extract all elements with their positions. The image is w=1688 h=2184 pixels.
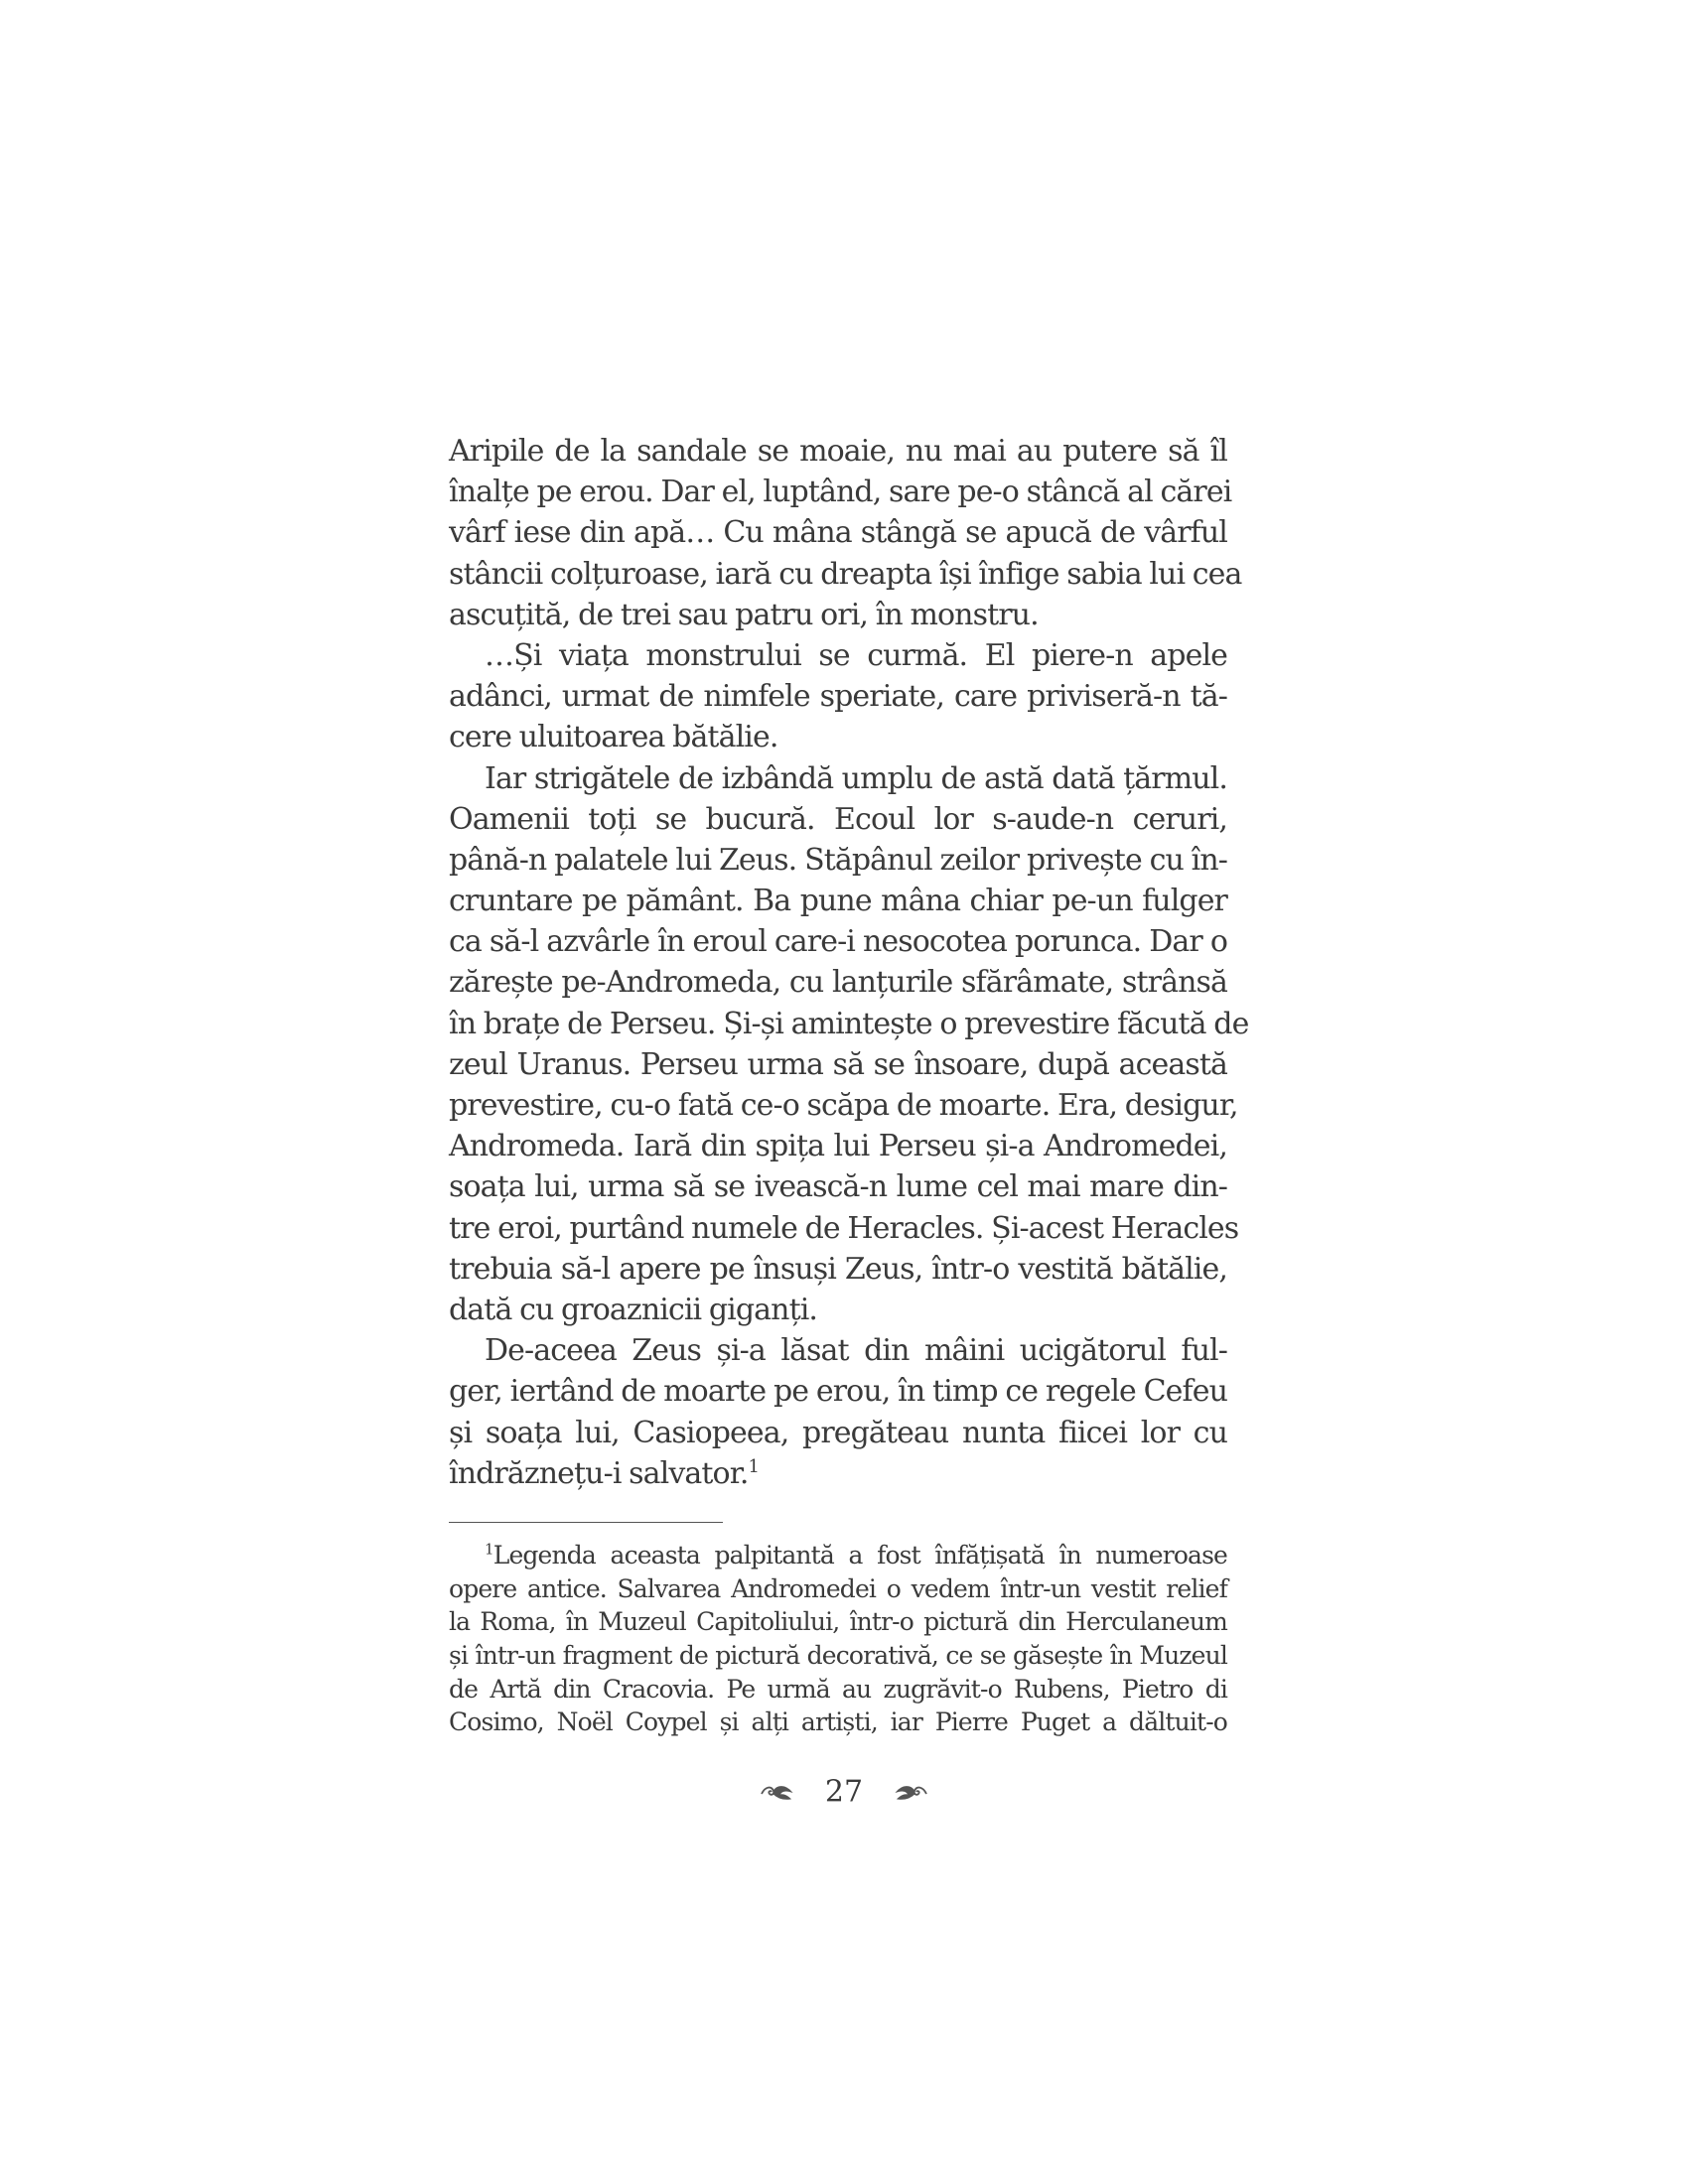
text-line: Oamenii toți se bucură. Ecoul lor s-aude-n ceruri,	[449, 801, 1227, 837]
paragraph	[449, 1330, 1227, 1494]
text-line: Andromeda. Iară din spița lui Perseu și-a Andromedei,	[449, 1129, 1227, 1164]
text-line: înalțe pe erou. Dar el, luptând, sare pe-o stâncă al cărei	[449, 475, 1232, 510]
paragraph	[449, 431, 1242, 635]
fleuron-right-icon	[895, 1782, 928, 1802]
text-line: trebuia să-l apere pe însuși Zeus, într-o vestită bătălie,	[449, 1251, 1227, 1287]
text-line: zeul Uranus. Perseu urma să se însoare, după această	[449, 1046, 1227, 1082]
paragraph	[449, 635, 1227, 758]
text-line: cruntare pe pământ. Ba pune mâna chiar pe-un fulger	[449, 884, 1227, 919]
text-line: Aripile de la sandale se moaie, nu mai au putere să îl	[449, 434, 1227, 469]
text-line: ca să-l azvârle în eroul care-i nesocotea porunca. Dar o	[449, 924, 1227, 960]
footnote-line-content: Legenda aceasta palpitantă a fost înfățișată în numeroase	[492, 1540, 1227, 1570]
text-line: De-aceea Zeus și-a lăsat din mâini ucigătorul ful-	[485, 1333, 1227, 1369]
footnote-reference[interactable]: 1	[748, 1455, 760, 1477]
text-line: soața lui, urma să se ivească-n lume cel mai mare din-	[449, 1169, 1227, 1205]
footnote-line: de Artă din Cracovia. Pe urmă au zugrăvit-o Rubens, Pietro di	[449, 1674, 1227, 1704]
paragraph	[449, 758, 1249, 1331]
footnote-line: și într-un fragment de pictură decorativă, ce se găsește în Muzeul	[449, 1640, 1227, 1670]
text-line: Iar strigătele de izbândă umplu de astă dată țărmul.	[485, 760, 1227, 796]
text-line: și soața lui, Casiopeea, pregăteau nunta fiicei lor cu	[449, 1415, 1227, 1450]
text-line: până-n palatele lui Zeus. Stăpânul zeilor privește cu în-	[449, 842, 1227, 878]
text-line: ger, iertând de moarte pe erou, în timp ce regele Cefeu	[449, 1374, 1227, 1410]
footnote-line: la Roma, în Muzeul Capitoliului, într-o pictură din Herculaneum	[449, 1607, 1227, 1637]
footnote	[449, 1539, 1227, 1739]
text-line: cere uluitoarea bătălie.	[449, 720, 778, 755]
text-line: prevestire, cu-o fată ce-o scăpa de moarte. Era, desigur,	[449, 1088, 1238, 1123]
text-line-content: îndrăznețu-i salvator.	[449, 1455, 749, 1491]
footnote-mark: 1	[485, 1540, 493, 1559]
text-line: adânci, urmat de nimfele speriate, care priviseră-n tă-	[449, 679, 1227, 715]
text-line: …Și viața monstrului se curmă. El piere-n apele	[485, 637, 1227, 673]
footnote-line	[449, 1539, 1227, 1572]
page-footer	[0, 1773, 1688, 1810]
fleuron-left-icon	[760, 1782, 793, 1802]
text-line: zărește pe-Andromeda, cu lanțurile sfărâmate, strânsă	[449, 965, 1227, 1001]
text-line: dată cu groaznicii giganți.	[449, 1292, 818, 1327]
main-text	[449, 431, 1249, 1739]
text-line: ascuțită, de trei sau patru ori, în monstru.	[449, 597, 1039, 632]
footnote-line: opere antice. Salvarea Andromedei o vedem într-un vestit relief	[449, 1573, 1227, 1603]
footnote-separator	[449, 1522, 723, 1523]
text-line: stâncii colțuroase, iară cu dreapta își înfige sabia lui cea	[449, 556, 1242, 592]
page-number: 27	[824, 1774, 864, 1810]
text-line: tre eroi, purtând numele de Heracles. Și-acest Heracles	[449, 1210, 1239, 1246]
text-line: în brațe de Perseu. Și-și amintește o prevestire făcută de	[449, 1006, 1249, 1041]
footnote-line: Cosimo, Noël Coypel și alți artiști, iar Pierre Puget a dăltuit-o	[449, 1707, 1227, 1737]
text-line	[449, 1453, 1227, 1494]
text-line: vârf iese din apă… Cu mâna stângă se apucă de vârful	[449, 515, 1227, 551]
